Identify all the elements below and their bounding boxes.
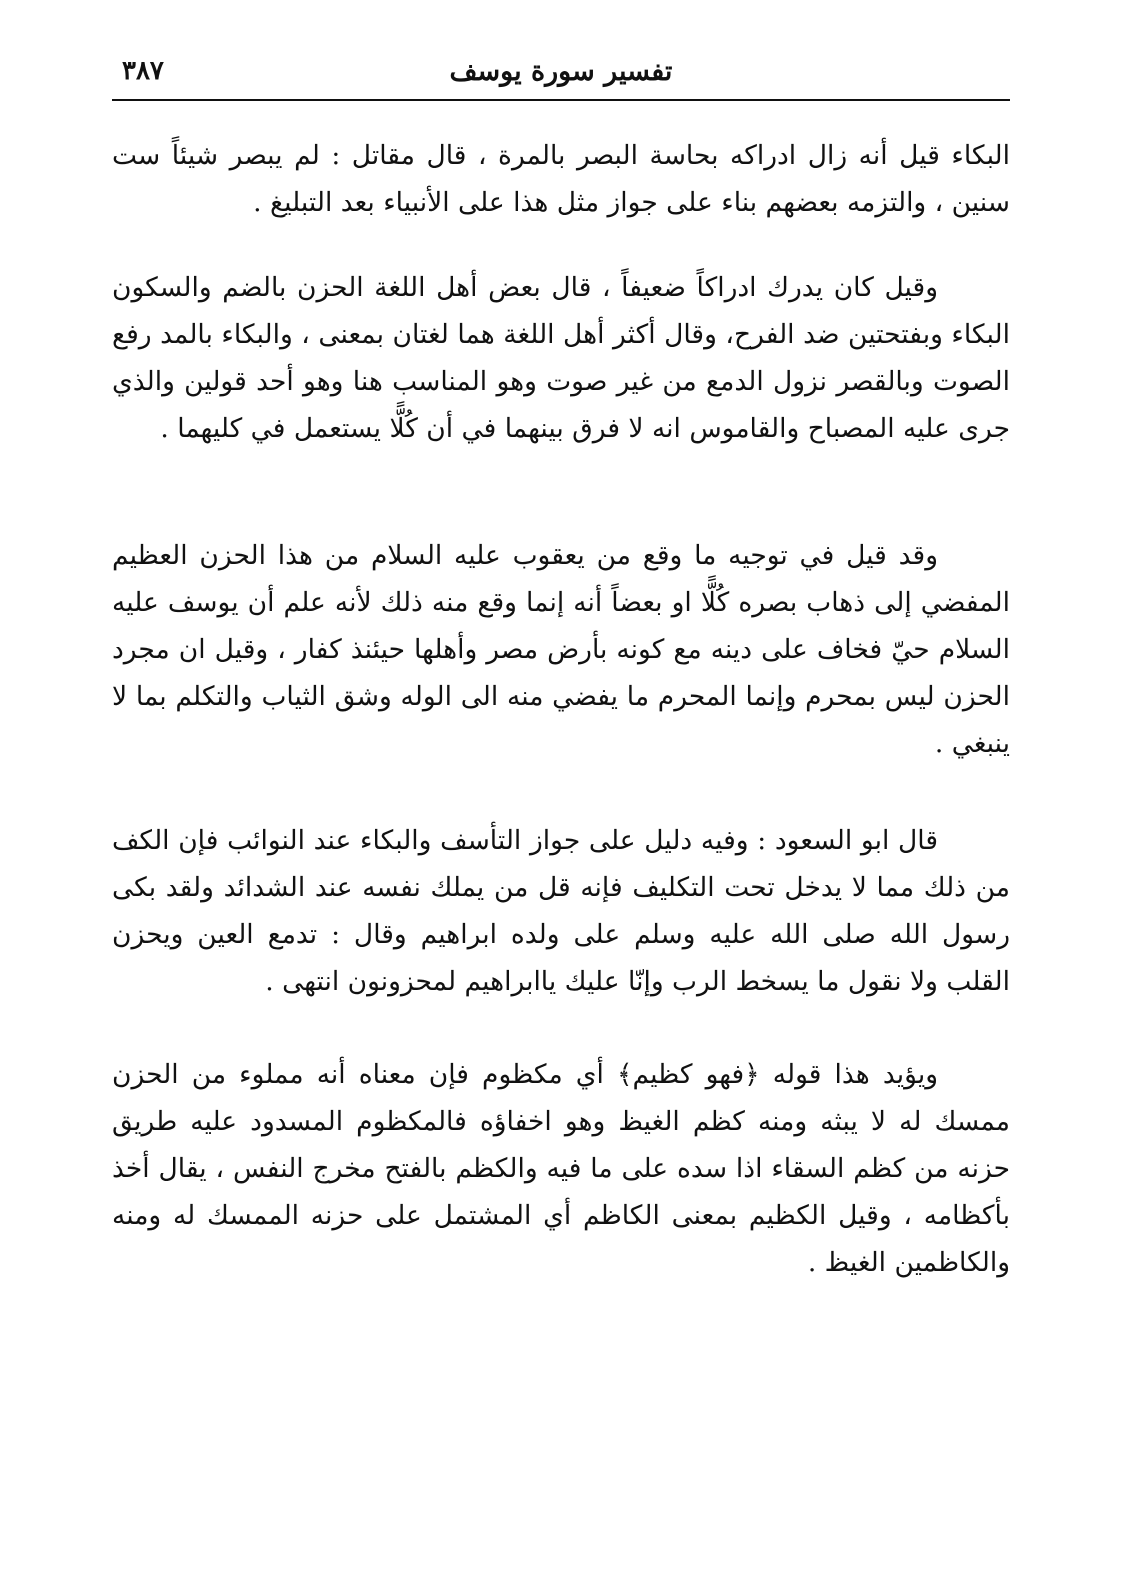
- paragraph-3: وقد قيل في توجيه ما وقع من يعقوب عليه السلام من هذا الحزن العظيم المفضي إلى ذهاب بصره كُلًّا او بعضاً أنه إنما وقع منه ذلك لأنه علم أن يوسف عليه السلام حيّ فخاف على دينه مع كونه بأرض مصر وأهلها حيئنذ كفار ، وقيل ان مجرد الحزن ليس بمحرم وإنما المحرم ما يفضي منه الى الوله وشق الثياب والتكلم بما لا ينبغي .: [112, 540, 1010, 759]
- paragraph-5: ويؤيد هذا قوله ﴿فهو كظيم﴾ أي مكظوم فإن معناه أنه مملوء من الحزن ممسك له لا يبثه ومنه كظم الغيظ وهو اخفاؤه فالمكظوم المسدود عليه طريق حزنه من كظم السقاء اذا سده على ما فيه والكظم بالفتح مخرج النفس ، يقال أخذ بأكظامه ، وقيل الكظيم بمعنى الكاظم أي المشتمل على حزنه الممسك له ومنه والكاظمين الغيظ .: [112, 1059, 1010, 1278]
- paragraph-1: البكاء قيل أنه زال ادراكه بحاسة البصر بالمرة ، قال مقاتل : لم يبصر شيئاً ست سنين ، والتزمه بعضهم بناء على جواز مثل هذا على الأنبياء بعد التبليغ .: [112, 140, 1010, 218]
- paragraph-4: قال ابو السعود : وفيه دليل على جواز التأسف والبكاء عند النوائب فإن الكف من ذلك مما لا يدخل تحت التكليف فإنه قل من يملك نفسه عند الشدائد ولقد بكى رسول الله صلى الله عليه وسلم على ولده ابراهيم وقال : تدمع العين ويحزن القلب ولا نقول ما يسخط الرب وإنّا عليك ياابراهيم لمحزونون انتهى .: [112, 825, 1010, 997]
- body-text: [112, 132, 1010, 1502]
- header-divider: [112, 99, 1010, 101]
- page-header: [112, 52, 1010, 98]
- page-title: تفسير سورة يوسف: [449, 56, 673, 87]
- paragraph-2: وقيل كان يدرك ادراكاً ضعيفاً ، قال بعض أهل اللغة الحزن بالضم والسكون البكاء وبفتحتين ضد الفرح، وقال أكثر أهل اللغة هما لغتان بمعنى ، والبكاء بالمد رفع الصوت وبالقصر نزول الدمع من غير صوت وهو المناسب هنا وهو أحد قولين والذي جرى عليه المصباح والقاموس انه لا فرق بينهما في أن كُلًّا يستعمل في كليهما .: [112, 272, 1010, 444]
- page-number: ٣٨٧: [122, 56, 164, 86]
